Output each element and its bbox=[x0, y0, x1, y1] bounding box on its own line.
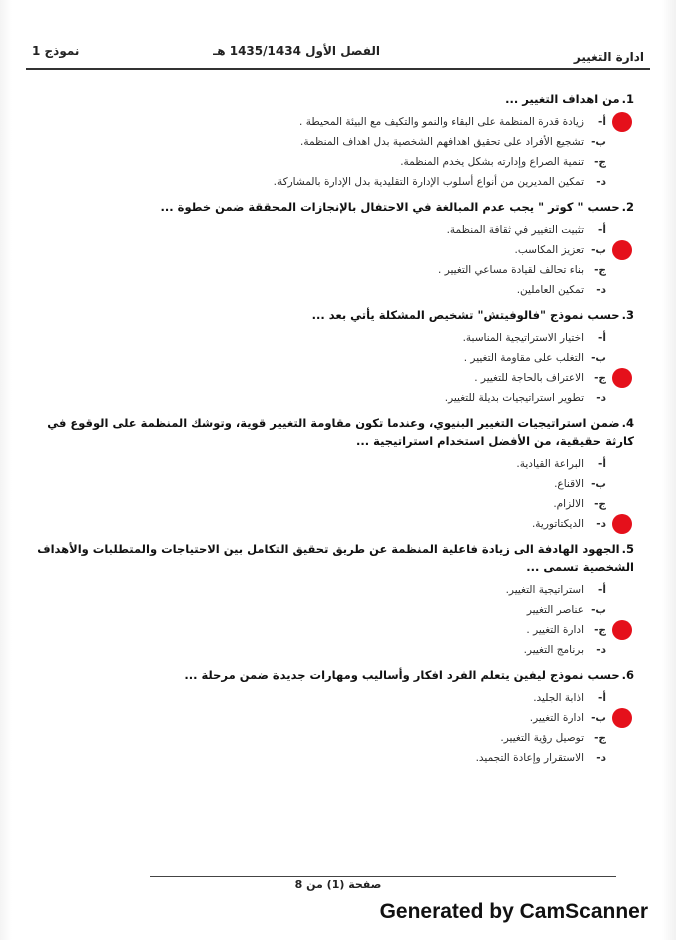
answer-mark-dot bbox=[612, 514, 632, 534]
exam-model-label: نموذج 1 bbox=[32, 44, 80, 58]
header-divider bbox=[26, 68, 650, 70]
questions-list bbox=[26, 90, 634, 774]
option-letter: أ- bbox=[598, 116, 606, 128]
question-text bbox=[26, 90, 634, 108]
option-4 bbox=[26, 280, 606, 300]
question-number: 1. bbox=[621, 92, 634, 106]
option-text: تنمية الصراع وإدارته بشكل يخدم المنظمة. bbox=[400, 156, 584, 168]
option-letter: ج- bbox=[594, 156, 606, 168]
option-text: تثبيت التغيير في ثقافة المنظمة. bbox=[446, 224, 584, 236]
option-letter: ب- bbox=[591, 478, 606, 490]
options-list bbox=[26, 220, 634, 300]
option-4 bbox=[26, 172, 606, 192]
option-3 bbox=[26, 152, 606, 172]
question-number: 3. bbox=[621, 308, 634, 322]
option-letter: ج- bbox=[594, 624, 606, 636]
option-letter: أ- bbox=[598, 332, 606, 344]
option-3 bbox=[26, 620, 606, 640]
option-letter: ج- bbox=[594, 498, 606, 510]
option-text: التغلب على مقاومة التغيير . bbox=[463, 352, 584, 364]
camscanner-watermark: Generated by CamScanner bbox=[379, 900, 648, 923]
page-number: صفحة (1) من 8 bbox=[294, 878, 382, 891]
option-text: اذابة الجليد. bbox=[533, 692, 584, 704]
answer-mark-dot bbox=[612, 620, 632, 640]
option-2 bbox=[26, 474, 606, 494]
question-3 bbox=[26, 306, 634, 408]
question-number: 2. bbox=[621, 200, 634, 214]
option-2 bbox=[26, 708, 606, 728]
question-stem: حسب نموذج ليفين يتعلم الفرد افكار وأساليب ومهارات جديدة ضمن مرحلة ... bbox=[184, 668, 620, 682]
option-letter: ب- bbox=[591, 136, 606, 148]
question-1 bbox=[26, 90, 634, 192]
option-text: تعزيز المكاسب. bbox=[514, 244, 584, 256]
options-list bbox=[26, 112, 634, 192]
option-text: تمكين المديرين من أنواع أسلوب الإدارة التقليدية بدل الإدارة بالمشاركة. bbox=[273, 176, 584, 188]
question-text bbox=[26, 666, 634, 684]
options-list bbox=[26, 454, 634, 534]
term-label: الفصل الأول 1435/1434 هـ bbox=[213, 44, 380, 58]
option-3 bbox=[26, 368, 606, 388]
option-4 bbox=[26, 748, 606, 768]
options-list bbox=[26, 688, 634, 768]
option-text: زيادة قدرة المنظمة على البقاء والنمو والتكيف مع البيئة المحيطة . bbox=[299, 116, 584, 128]
footer-divider bbox=[150, 876, 616, 877]
option-text: بناء تحالف لقيادة مساعي التغيير . bbox=[438, 264, 584, 276]
option-4 bbox=[26, 640, 606, 660]
option-letter: ج- bbox=[594, 732, 606, 744]
option-letter: ب- bbox=[591, 712, 606, 724]
option-letter: د- bbox=[596, 176, 606, 188]
option-text: استراتيجية التغيير. bbox=[505, 584, 584, 596]
answer-mark-dot bbox=[612, 368, 632, 388]
option-4 bbox=[26, 514, 606, 534]
question-stem: الجهود الهادفة الى زيادة فاعلية المنظمة عن طريق تحقيق التكامل بين الاحتياجات والمتطلبات والأهداف الشخصية تسمى ... bbox=[37, 542, 634, 574]
question-text bbox=[26, 306, 634, 324]
option-text: الاعتراف بالحاجة للتغيير . bbox=[474, 372, 584, 384]
option-3 bbox=[26, 728, 606, 748]
option-text: البراعة القيادية. bbox=[516, 458, 584, 470]
question-stem: ضمن استراتيجيات التغيير البنيوي، وعندما تكون مقاومة التغيير قوية، وتوشك المنظمة على الوقوع في كارثة حقيقية، من الأفضل استخدام استراتيجية ... bbox=[47, 416, 634, 448]
option-text: تطوير استراتيجيات بديلة للتغيير. bbox=[444, 392, 584, 404]
option-text: الاستقرار وإعادة التجميد. bbox=[475, 752, 584, 764]
option-3 bbox=[26, 260, 606, 280]
question-6 bbox=[26, 666, 634, 768]
option-letter: د- bbox=[596, 752, 606, 764]
option-letter: د- bbox=[596, 284, 606, 296]
option-letter: ج- bbox=[594, 264, 606, 276]
option-letter: أ- bbox=[598, 458, 606, 470]
option-letter: د- bbox=[596, 644, 606, 656]
answer-mark-dot bbox=[612, 240, 632, 260]
option-1 bbox=[26, 220, 606, 240]
question-4 bbox=[26, 414, 634, 534]
question-stem: حسب نموذج "فالوفيتش" تشخيص المشكلة يأتي بعد ... bbox=[311, 308, 620, 322]
option-text: الاقناع. bbox=[554, 478, 584, 490]
option-letter: ب- bbox=[591, 244, 606, 256]
question-text bbox=[26, 540, 634, 576]
option-4 bbox=[26, 388, 606, 408]
option-text: برنامج التغيير. bbox=[523, 644, 584, 656]
question-2 bbox=[26, 198, 634, 300]
option-1 bbox=[26, 112, 606, 132]
option-1 bbox=[26, 688, 606, 708]
question-number: 5. bbox=[621, 542, 634, 556]
option-letter: أ- bbox=[598, 692, 606, 704]
option-1 bbox=[26, 454, 606, 474]
course-title: ادارة التغيير bbox=[573, 50, 644, 64]
option-1 bbox=[26, 580, 606, 600]
option-letter: ج- bbox=[594, 372, 606, 384]
option-letter: د- bbox=[596, 392, 606, 404]
question-number: 4. bbox=[621, 416, 634, 430]
answer-mark-dot bbox=[612, 112, 632, 132]
question-text bbox=[26, 198, 634, 216]
answer-mark-dot bbox=[612, 708, 632, 728]
option-2 bbox=[26, 132, 606, 152]
option-1 bbox=[26, 328, 606, 348]
question-stem: من اهداف التغيير ... bbox=[505, 92, 620, 106]
option-text: ادارة التغيير . bbox=[526, 624, 584, 636]
question-stem: حسب " كوتر " يجب عدم المبالغة في الاحتفال بالإنجازات المحققة ضمن خطوة ... bbox=[160, 200, 620, 214]
option-3 bbox=[26, 494, 606, 514]
option-text: الديكتاتورية. bbox=[531, 518, 584, 530]
option-text: ادارة التغيير. bbox=[529, 712, 584, 724]
option-text: توصيل رؤية التغيير. bbox=[500, 732, 584, 744]
option-2 bbox=[26, 348, 606, 368]
option-letter: ب- bbox=[591, 604, 606, 616]
question-number: 6. bbox=[621, 668, 634, 682]
option-letter: ب- bbox=[591, 352, 606, 364]
page-header bbox=[26, 44, 650, 70]
option-text: عناصر التغيير bbox=[526, 604, 584, 616]
option-2 bbox=[26, 600, 606, 620]
option-letter: أ- bbox=[598, 224, 606, 236]
option-letter: د- bbox=[596, 518, 606, 530]
options-list bbox=[26, 328, 634, 408]
options-list bbox=[26, 580, 634, 660]
option-text: الالزام. bbox=[553, 498, 584, 510]
option-text: تشجيع الأفراد على تحقيق اهدافهم الشخصية بدل اهداف المنظمة. bbox=[300, 136, 584, 148]
option-2 bbox=[26, 240, 606, 260]
option-text: تمكين العاملين. bbox=[516, 284, 584, 296]
question-text bbox=[26, 414, 634, 450]
option-text: اختيار الاستراتيجية المناسبة. bbox=[462, 332, 584, 344]
question-5 bbox=[26, 540, 634, 660]
option-letter: أ- bbox=[598, 584, 606, 596]
